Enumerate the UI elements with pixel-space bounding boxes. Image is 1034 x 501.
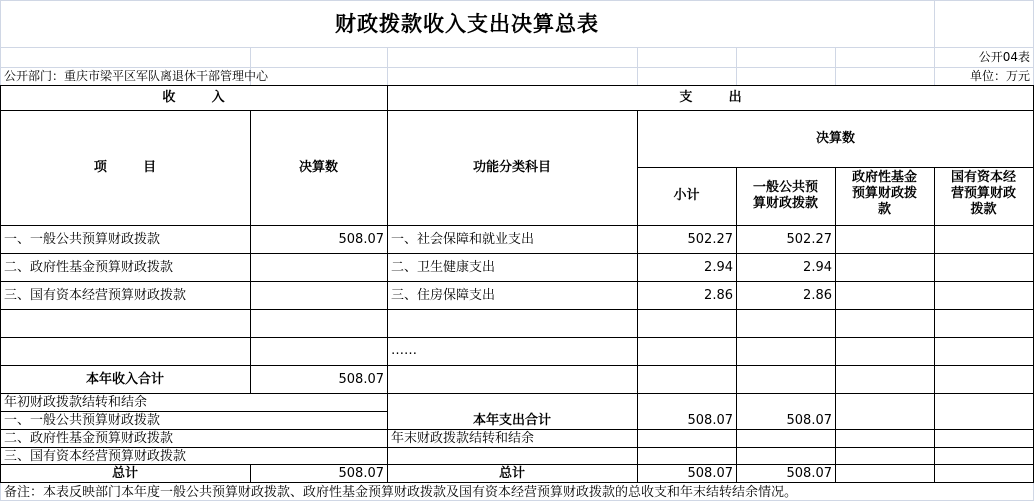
page-title: 财政拨款收入支出决算总表 [335, 12, 599, 36]
income-row-label: 一、一般公共预算财政拨款 [4, 232, 161, 247]
final-amount-column-header: 决算数 [298, 160, 338, 175]
carryover-begin-label: 年初财政拨款结转和结余 [4, 395, 148, 410]
grand-total-subtotal: 508.07 [687, 466, 733, 481]
department-label: 公开部门：重庆市梁平区军队离退休干部管理中心 [4, 69, 269, 83]
gov-fund-column-header: 政府性基金 预算财政拨 款 [851, 170, 917, 217]
income-row-amount: 508.07 [338, 232, 384, 247]
income-row-label: 三、国有资本经营预算财政拨款 [4, 288, 187, 303]
expense-row-general: 2.86 [803, 288, 832, 303]
expense-total-general: 508.07 [786, 413, 832, 428]
expense-total-label: 本年支出合计 [472, 413, 551, 428]
ellipsis-text: …… [391, 343, 417, 358]
subtotal-column-header: 小计 [673, 188, 700, 203]
grand-total-label-right: 总计 [498, 466, 525, 481]
grand-total-label-left: 总计 [111, 466, 138, 481]
general-budget-column-header: 一般公共预 算财政拨款 [752, 180, 818, 211]
function-class-column-header: 功能分类科目 [472, 160, 551, 175]
grand-total-general: 508.07 [786, 466, 832, 481]
income-row-label: 二、政府性基金预算财政拨款 [4, 260, 174, 275]
final-amount-group-header: 决算数 [815, 131, 855, 146]
expense-row-general: 2.94 [803, 260, 832, 275]
footnote: 备注：本表反映部门本年度一般公共预算财政拨款、政府性基金预算财政拨款及国有资本经营预算财政拨款的总收支和年末结转结余情况。 [4, 485, 798, 500]
income-section-header: 收 入 [162, 90, 225, 105]
expense-row-subtotal: 2.94 [704, 260, 733, 275]
expense-section-header: 支 出 [679, 90, 742, 105]
expense-row-label: 一、社会保障和就业支出 [391, 232, 535, 247]
expense-row-subtotal: 502.27 [687, 232, 733, 247]
carryover-begin-item: 三、国有资本经营预算财政拨款 [4, 449, 187, 464]
grand-total-left-amount: 508.07 [338, 466, 384, 481]
carryover-begin-item: 一、一般公共预算财政拨款 [4, 413, 161, 428]
expense-row-subtotal: 2.86 [704, 288, 733, 303]
soe-capital-column-header: 国有资本经 营预算财政 拨款 [950, 170, 1016, 217]
income-total-amount: 508.07 [338, 372, 384, 387]
carryover-end-label: 年末财政拨款结转和结余 [391, 431, 535, 446]
expense-row-general: 502.27 [786, 232, 832, 247]
income-total-label: 本年收入合计 [85, 372, 164, 387]
carryover-begin-item: 二、政府性基金预算财政拨款 [4, 431, 174, 446]
expense-total-subtotal: 508.07 [687, 413, 733, 428]
expense-row-label: 三、住房保障支出 [391, 288, 496, 303]
item-column-header: 项 目 [93, 160, 157, 175]
table-number: 公开04表 [978, 50, 1030, 64]
unit-label: 单位：万元 [969, 69, 1030, 83]
expense-row-label: 二、卫生健康支出 [391, 260, 496, 275]
